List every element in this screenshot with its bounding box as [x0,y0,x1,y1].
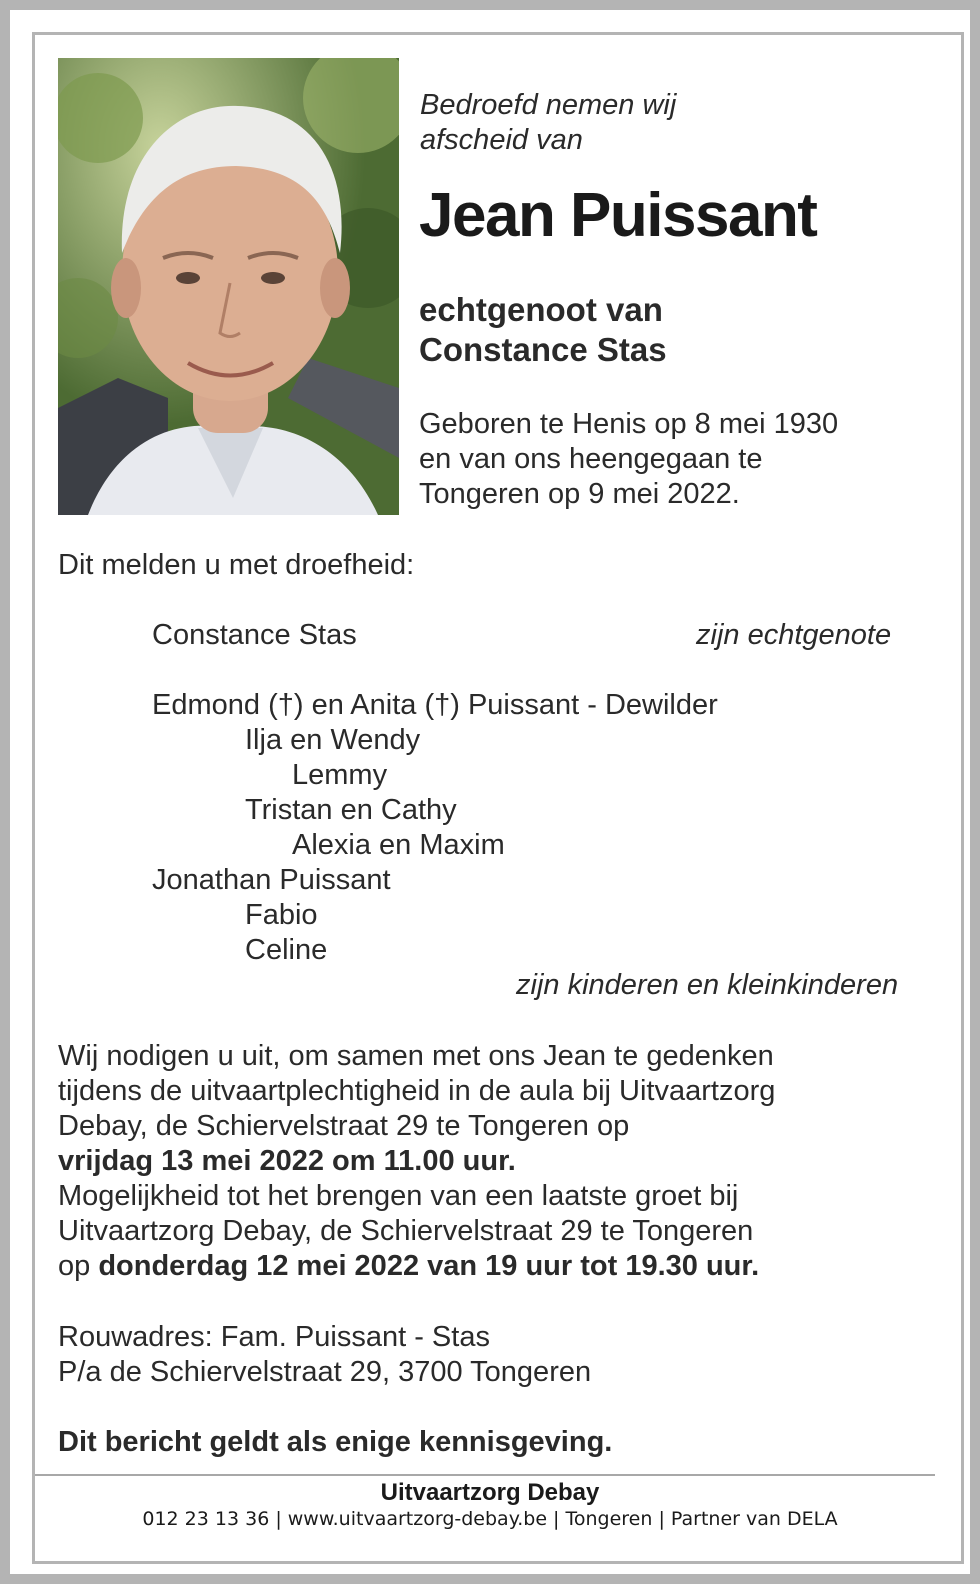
intro-text [420,88,676,158]
family-heading: Dit melden u met droefheid: [58,549,415,581]
birth-death-info [419,407,838,512]
family-member: Edmond (†) en Anita (†) Puissant - Dewilder [152,689,718,721]
ceremony-text [58,1039,775,1284]
family-member: Tristan en Cathy [245,794,457,826]
birth-line: en van ons heengegaan te [419,443,763,475]
notice-text: Dit bericht geldt als enige kennisgeving. [58,1426,613,1458]
family-member: Alexia en Maxim [292,829,505,861]
ceremony-line: tijdens de uitvaartplechtigheid in de aula bij Uitvaartzorg [58,1075,776,1107]
address-line: P/a de Schiervelstraat 29, 3700 Tongeren [58,1356,592,1388]
portrait-photo [58,58,399,515]
ceremony-date: vrijdag 13 mei 2022 om 11.00 uur. [58,1145,516,1177]
visitation-date: donderdag 12 mei 2022 van 19 uur tot 19.30 uur. [98,1250,760,1282]
spouse-line: Constance Stas [419,331,667,368]
family-member: Celine [245,934,328,966]
footer-divider [35,1474,935,1476]
birth-line: Tongeren op 9 mei 2022. [419,478,740,510]
family-spouse-name: Constance Stas [152,619,357,651]
intro-line: afscheid van [420,124,583,156]
portrait-illustration [58,58,399,515]
funeral-home-name: Uitvaartzorg Debay [380,1479,600,1506]
spouse-info [419,290,667,370]
family-member: Lemmy [292,759,388,791]
ceremony-line: Debay, de Schiervelstraat 29 te Tongeren op [58,1110,630,1142]
mourning-address [58,1320,591,1390]
spouse-line: echtgenoot van [419,291,663,328]
ceremony-line: Mogelijkheid tot het brengen van een laatste groet bij [58,1180,739,1212]
address-line: Rouwadres: Fam. Puissant - Stas [58,1321,490,1353]
family-spouse-relation: zijn echtgenote [696,619,892,651]
ceremony-line: Uitvaartzorg Debay, de Schiervelstraat 29 te Tongeren [58,1215,754,1247]
deceased-name: Jean Puissant [419,181,817,250]
family-member: Jonathan Puissant [152,864,391,896]
family-member: Fabio [245,899,318,931]
ceremony-line: op [58,1250,91,1282]
children-relation: zijn kinderen en kleinkinderen [516,969,899,1001]
family-member: Ilja en Wendy [245,724,421,756]
intro-line: Bedroefd nemen wij [420,89,677,121]
birth-line: Geboren te Henis op 8 mei 1930 [419,408,839,440]
funeral-home-info: 012 23 13 36 | www.uitvaartzorg-debay.be | Tongeren | Partner van DELA [142,1508,838,1530]
ceremony-line: Wij nodigen u uit, om samen met ons Jean te gedenken [58,1040,774,1072]
